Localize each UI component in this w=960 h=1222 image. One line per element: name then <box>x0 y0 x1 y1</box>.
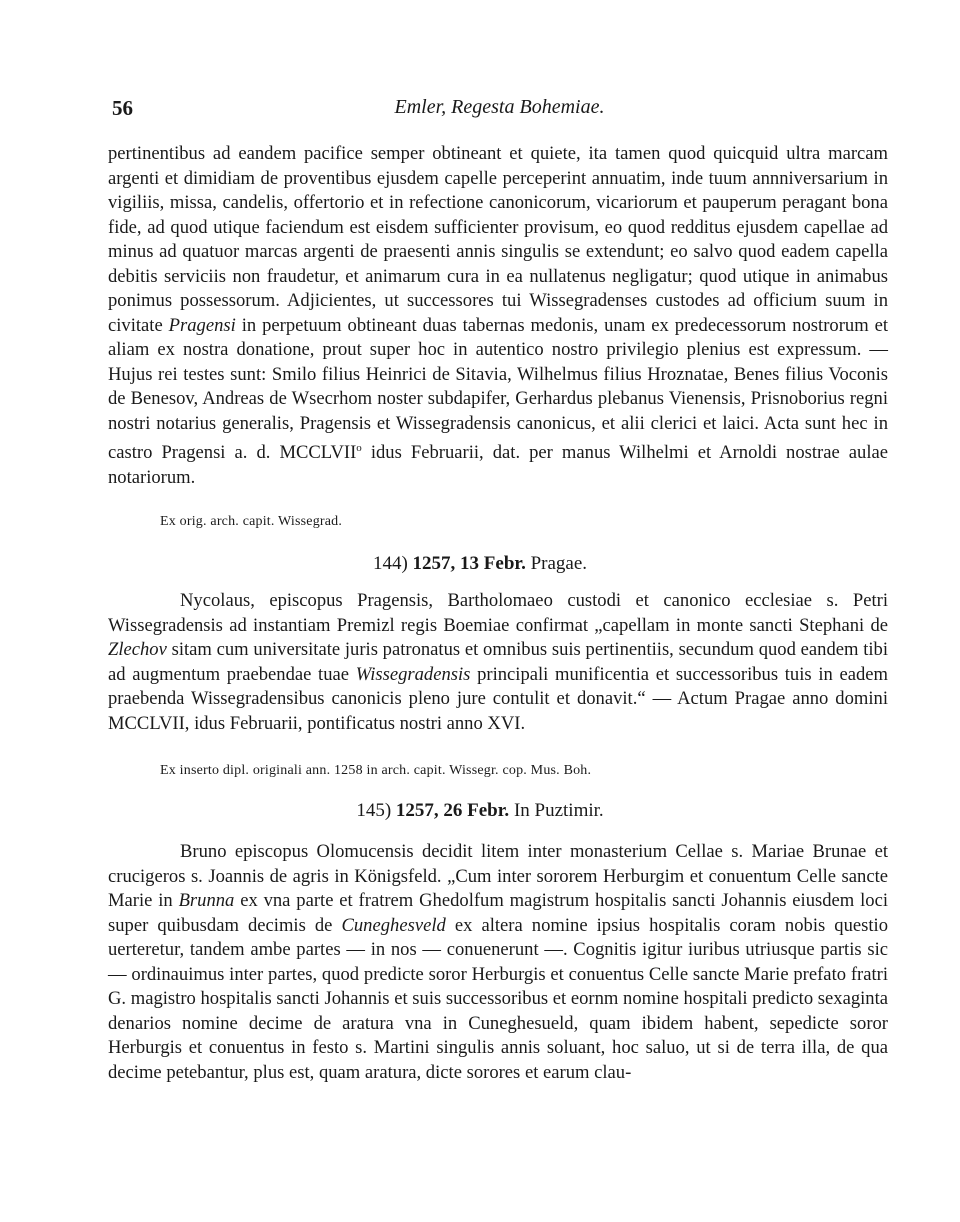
text-segment: Nycolaus, episcopus Pragensis, Bartholomaeo custodi et canonico ecclesiae s. Petri Wissegradensis ad instantiam Premizl regis Boemiae confirmat „capellam in monte sancti Stephani de <box>108 590 888 636</box>
running-title: Emler, Regesta Bohemiae. <box>394 96 605 118</box>
place-name-pragensi: Pragensi <box>168 314 236 336</box>
place-name-cuneghesveld: Cuneghesveld <box>341 914 446 936</box>
text-segment: idus Februarii, dat. per manus Wilhelmi et Arnoldi nostrae aulae notariorum. <box>108 442 889 488</box>
source-note: Ex inserto dipl. originali ann. 1258 in arch. capit. Wissegr. cop. Mus. Boh. <box>160 763 592 778</box>
text-segment: principali munificentia et successoribus tuis in eadem praebenda Wissegradensibus canonicis pleno jure contulit et donavit.“ — Actum Pragae anno domini MCCLVII, idus Februarii, pontificatus nostri anno XVI. <box>108 663 888 734</box>
entry-place: In Puztimir. <box>513 800 604 821</box>
place-name-zlechov: Zlechov <box>108 639 167 660</box>
entry-date: 1257, 26 Febr. <box>395 800 510 821</box>
superscript-o: o <box>356 442 362 454</box>
text-segment: Bruno episcopus Olomucensis decidit litem inter monasterium Cellae s. Mariae Brunae et crucigeros s. Joannis de agris in Königsfeld. „Cum inter sororem Herburgim et conuentum Celle sancte Marie in <box>108 841 888 911</box>
text-segment: ex vna parte et fratrem Ghedolfum magistrum hospitalis sancti Johannis eiusdem loci super quibusdam decimis de <box>108 890 889 936</box>
place-name-wissegradensis: Wissegradensis <box>355 663 471 685</box>
entry-144-text <box>108 589 888 736</box>
entry-date: 1257, 13 Febr. <box>412 553 526 574</box>
page-header <box>112 96 887 126</box>
entry-heading-144 <box>0 553 960 575</box>
text-segment: ex altera nomine ipsius hospitalis coram nobis questio uerteretur, tandem ambe partes — in nos — conuenerunt —. Cognitis igitur iuribus utriusque partis sic — ordinauimus inter partes, quod predicte soror Herburgis et conuentus Celle sancte Marie prefato fratri G. magistro hospitalis sancti Johannis et suis successoribus et eornm nomine hospitali predicto sexaginta denarios nomine decime de aratura vna in Cuneghesueld, quam ibidem habent, sepedicte soror Herburgis et conuentus in festo s. Martini singulis annis soluant, hoc saluo, ut si de terra illa, de qua decime petebantur, plus est, quam aratura, dicte sorores et earum clau- <box>108 914 888 1083</box>
text-segment: pertinentibus ad eandem pacifice semper obtineant et quiete, ita tamen quod quicquid ultra marcam argenti et dimidiam de proventibus ejusdem capelle perceperint annuatim, inde tuum annniversarium in vigiliis, missa, candelis, offertorio et in refectione canonicorum, vicariorum et pauperum peragant bona fide, ad quod utique faciendum est eisdem sufficienter provisum, eo quod redditus ejusdem capellae ad minus ad quatuor marcas argenti de praesenti annis singulis se extendunt; eo salvo quod eadem capella debitis serviciis non fraudetur, et animarum cura in ea nullatenus negligatur; quod utique in animabus ponimus possessorum. Adjicientes, ut successores tui Wissegradenses custodes ad officium suum in civitate <box>108 143 888 336</box>
page-number: 56 <box>112 96 133 120</box>
place-name-brunna: Brunna <box>178 890 235 911</box>
entry-heading-145 <box>0 800 960 822</box>
text-segment: in perpetuum obtineant duas tabernas medonis, unam ex predecessorum nostrorum et aliam ex nostra donatione, prout super hoc in autentico nostro privilegio plenius est expressum. — Hujus rei testes sunt: Smilo filius Heinrici de Sitavia, Wilhelmus filius Hroznatae, Benes filius Voconis de Benesov, Andreas de Wsecrhom noster subdapifer, Gerhardus plebanus Vienensis, Prisnoborius regni nostri notarius generalis, Pragensis et Wissegradensis canonicus, et alii clerici et laici. Acta sunt hec in castro Pragensi a. d. MCCLVII <box>108 314 888 464</box>
charter-continuation-text <box>108 142 888 490</box>
text-segment: sitam cum universitate juris patronatus et omnibus suis pertinentiis, secundum quod eandem tibi ad augmentum praebendae tuae <box>108 639 888 685</box>
entry-number: 144) <box>372 553 408 574</box>
entry-place: Pragae. <box>530 553 588 574</box>
entry-145-text <box>108 840 888 1085</box>
source-note: Ex orig. arch. capit. Wissegrad. <box>160 514 343 529</box>
entry-number: 145) <box>356 800 392 821</box>
